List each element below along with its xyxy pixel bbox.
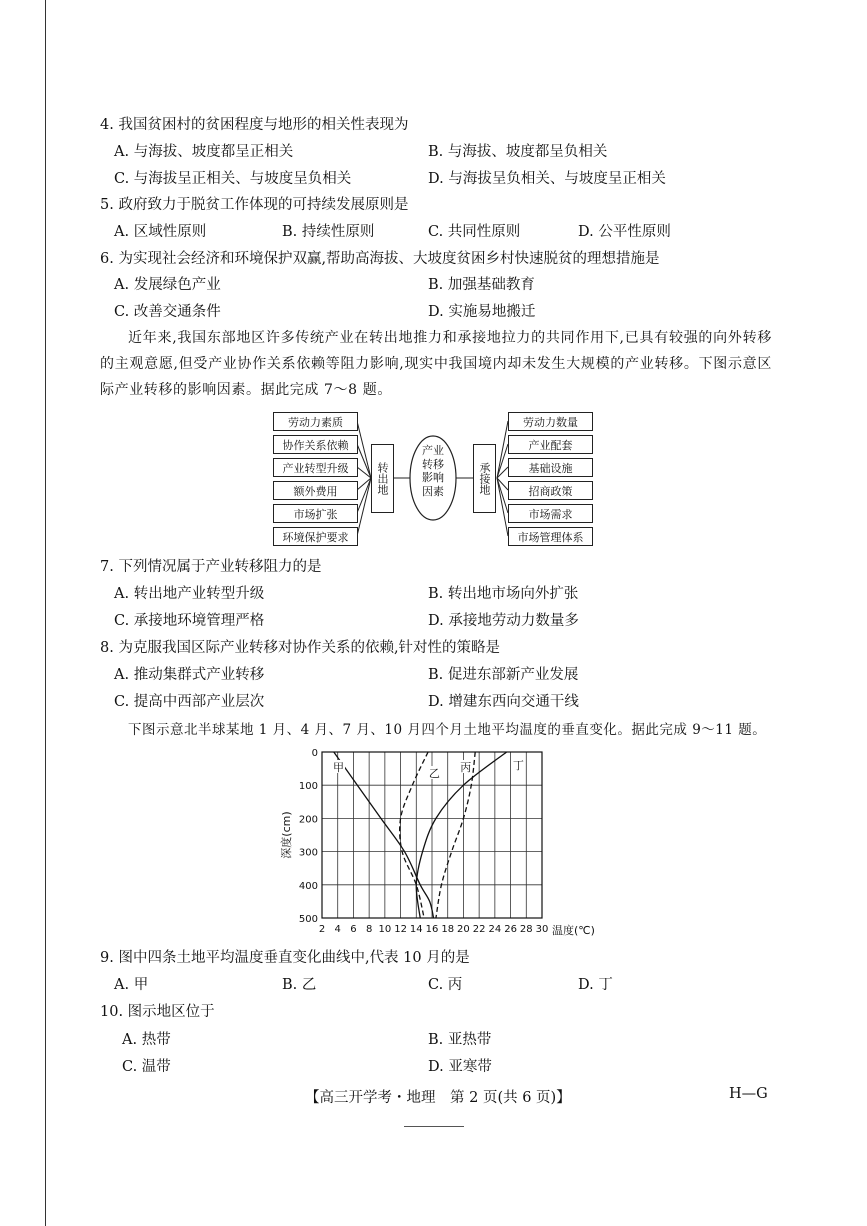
x-tick-label: 26	[504, 924, 517, 935]
x-tick-label: 24	[488, 924, 502, 935]
x-tick-label: 4	[334, 924, 341, 935]
x-tick-label: 28	[519, 924, 533, 935]
q4-option-b[interactable]: B. 与海拔、坡度都呈负相关	[428, 144, 608, 160]
q7-option-a[interactable]: A. 转出地产业转型升级	[114, 586, 265, 602]
x-tick-label: 14	[409, 924, 423, 935]
series-label-1: 甲	[333, 761, 344, 774]
q5-option-a[interactable]: A. 区域性原则	[114, 224, 207, 240]
q4-option-a[interactable]: A. 与海拔、坡度都呈正相关	[114, 144, 294, 160]
y-axis-label: 深度(cm)	[280, 811, 293, 859]
q4-option-d[interactable]: D. 与海拔呈负相关、与坡度呈正相关	[428, 171, 666, 187]
series-label-4: 丁	[512, 759, 524, 772]
q5-option-c[interactable]: C. 共同性原则	[428, 224, 521, 240]
series-line-1	[334, 752, 434, 918]
left-factor-3: 产业转型升级	[273, 458, 358, 477]
left-factor-1: 劳动力素质	[273, 412, 358, 431]
x-tick-label: 10	[378, 924, 392, 935]
q7-option-d[interactable]: D. 承接地劳动力数量多	[428, 613, 579, 629]
y-tick-label: 200	[298, 814, 318, 826]
q9-option-c[interactable]: C. 丙	[428, 977, 463, 993]
passage-industry-transfer: 近年来,我国东部地区许多传统产业在转出地推力和承接地拉力的共同作用下,已具有较强的向外转移的主观意愿,但受产业协作关系依赖等阻力影响,现实中我国境内却未发生大规模的产业转移。下图示意区际产业转移的影响因素。据此完成 7～8 题。	[100, 330, 772, 398]
q9-option-d[interactable]: D. 丁	[578, 977, 613, 993]
q7-stem: 7. 下列情况属于产业转移阻力的是	[100, 559, 322, 575]
series-line-3	[436, 752, 475, 918]
y-tick-label: 400	[298, 880, 318, 892]
q8-option-a[interactable]: A. 推动集群式产业转移	[114, 667, 265, 683]
q5-stem: 5. 政府致力于脱贫工作体现的可持续发展原则是	[100, 197, 409, 213]
q6-stem: 6. 为实现社会经济和环境保护双赢,帮助高海拔、大坡度贫困乡村快速脱贫的理想措施是	[100, 251, 660, 267]
paper-code: H—G	[729, 1086, 768, 1102]
left-factor-2: 协作关系依赖	[273, 435, 358, 454]
q6-option-c[interactable]: C. 改善交通条件	[114, 304, 221, 320]
q6-option-d[interactable]: D. 实施易地搬迁	[428, 304, 536, 320]
q8-option-c[interactable]: C. 提高中西部产业层次	[114, 694, 265, 710]
x-tick-label: 8	[365, 924, 373, 935]
q10-option-a[interactable]: A. 热带	[122, 1032, 171, 1048]
q6-option-b[interactable]: B. 加强基础教育	[428, 277, 535, 293]
q10-option-b[interactable]: B. 亚热带	[428, 1032, 492, 1048]
node-source-region: 转出地	[371, 444, 394, 513]
series-label-3: 丙	[460, 761, 472, 774]
q9-stem: 9. 图中四条土地平均温度垂直变化曲线中,代表 10 月的是	[100, 950, 470, 966]
x-tick-label: 2	[318, 924, 326, 935]
q5-option-d[interactable]: D. 公平性原则	[578, 224, 671, 240]
passage-soil-temperature: 下图示意北半球某地 1 月、4 月、7 月、10 月四个月土地平均温度的垂直变化。据此完成 9～11 题。	[128, 722, 767, 738]
q8-option-b[interactable]: B. 促进东部新产业发展	[428, 667, 579, 683]
q8-stem: 8. 为克服我国区际产业转移对协作关系的依赖,针对性的策略是	[100, 640, 501, 656]
x-tick-label: 16	[425, 924, 439, 935]
q7-option-c[interactable]: C. 承接地环境管理严格	[114, 613, 265, 629]
x-tick-label: 12	[394, 924, 407, 935]
x-tick-label: 22	[472, 924, 486, 935]
q9-option-a[interactable]: A. 甲	[114, 977, 149, 993]
center-label: 产业转移影响因素	[422, 444, 444, 498]
x-tick-label: 30	[535, 924, 549, 935]
q10-option-c[interactable]: C. 温带	[122, 1059, 171, 1075]
x-tick-label: 6	[350, 924, 357, 935]
left-factor-6: 环境保护要求	[273, 527, 358, 546]
q10-stem: 10. 图示地区位于	[100, 1004, 215, 1020]
right-factor-1: 劳动力数量	[508, 412, 593, 431]
left-factor-5: 市场扩张	[273, 504, 358, 523]
footer-rule	[404, 1126, 464, 1127]
q4-option-c[interactable]: C. 与海拔呈正相关、与坡度呈负相关	[114, 171, 352, 187]
series-line-2	[400, 752, 428, 918]
y-tick-label: 100	[298, 781, 318, 793]
q5-option-b[interactable]: B. 持续性原则	[282, 224, 375, 240]
q7-option-b[interactable]: B. 转出地市场向外扩张	[428, 586, 579, 602]
page-footer: 【高三开学考・地理 第 2 页(共 6 页)】	[305, 1090, 571, 1106]
x-tick-label: 20	[457, 924, 470, 935]
left-factor-4: 额外费用	[273, 481, 358, 500]
q10-option-d[interactable]: D. 亚寒带	[428, 1059, 492, 1075]
q8-option-d[interactable]: D. 增建东西向交通干线	[428, 694, 579, 710]
y-tick-label: 500	[298, 914, 318, 925]
y-tick-label: 300	[298, 847, 318, 859]
node-receiving-region: 承接地	[473, 444, 496, 513]
x-axis-label: 温度(℃)	[552, 924, 595, 937]
right-factor-3: 基础设施	[508, 458, 593, 477]
q6-option-a[interactable]: A. 发展绿色产业	[114, 277, 221, 293]
right-factor-6: 市场管理体系	[508, 527, 593, 546]
q9-option-b[interactable]: B. 乙	[282, 977, 317, 993]
series-label-2: 乙	[428, 767, 440, 780]
right-factor-5: 市场需求	[508, 504, 593, 523]
y-tick-label: 0	[311, 748, 318, 759]
right-factor-4: 招商政策	[508, 481, 593, 500]
right-factor-2: 产业配套	[508, 435, 593, 454]
q4-stem: 4. 我国贫困村的贫困程度与地形的相关性表现为	[100, 117, 409, 133]
x-tick-label: 18	[441, 924, 455, 935]
